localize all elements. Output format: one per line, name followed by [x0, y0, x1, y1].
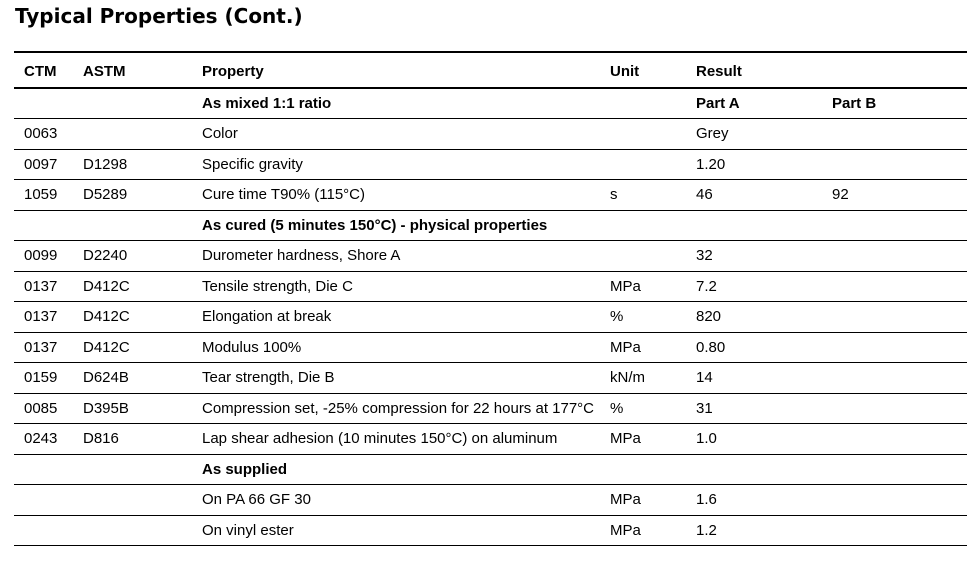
table-body [14, 88, 967, 546]
table-row [14, 424, 967, 455]
cell-ctm [14, 88, 83, 119]
cell-unit [610, 119, 696, 150]
cell-ctm [14, 454, 83, 485]
cell-unit: MPa [610, 521, 641, 539]
table-row [14, 149, 967, 180]
cell-unit [610, 88, 696, 119]
section-row [14, 454, 967, 485]
cell-astm [83, 88, 202, 119]
cell-part-a: 1.6 [696, 491, 717, 509]
cell-part-a: 1.20 [696, 155, 726, 173]
cell-part-b [832, 454, 967, 485]
cell-unit: MPa [610, 491, 641, 509]
cell-astm [83, 119, 202, 150]
cell-part-a: 46 [696, 186, 713, 204]
cell-property: Compression set, -25% compression for 22 hours at 177°C [202, 399, 595, 417]
cell-unit: MPa [610, 430, 641, 448]
table-row [14, 393, 967, 424]
cell-ctm: 0137 [24, 308, 58, 326]
page-title: Typical Properties (Cont.) [15, 4, 303, 28]
cell-part-b: 92 [832, 186, 849, 204]
cell-property: Lap shear adhesion (10 minutes 150°C) on aluminum [202, 430, 558, 448]
cell-part-b [832, 119, 967, 150]
cell-astm: D395B [83, 399, 129, 417]
cell-ctm: 1059 [24, 186, 58, 204]
cell-part-a: Part A [696, 95, 740, 112]
cell-unit [610, 241, 696, 272]
cell-property: Durometer hardness, Shore A [202, 247, 401, 265]
table-row [14, 271, 967, 302]
cell-astm: D412C [83, 338, 130, 356]
cell-property: Color [202, 125, 238, 143]
cell-astm: D816 [83, 430, 119, 448]
cell-astm: D412C [83, 308, 130, 326]
cell-property: As cured (5 minutes 150°C) - physical properties [202, 216, 548, 234]
cell-unit: % [610, 308, 624, 326]
cell-part-a: 31 [696, 399, 713, 417]
cell-ctm [14, 485, 83, 516]
cell-unit: % [610, 399, 624, 417]
cell-unit [610, 210, 696, 241]
cell-property: On vinyl ester [202, 521, 294, 539]
table-header-row [14, 52, 967, 88]
cell-property: Tear strength, Die B [202, 369, 335, 387]
cell-part-a: 32 [696, 247, 713, 265]
cell-unit [610, 454, 696, 485]
cell-part-b [832, 515, 967, 546]
header-astm: ASTM [83, 52, 202, 88]
cell-astm: D5289 [83, 186, 128, 204]
cell-property: As supplied [202, 460, 288, 478]
cell-ctm: 0097 [24, 155, 58, 173]
cell-astm: D412C [83, 277, 130, 295]
header-result-b [832, 52, 967, 88]
cell-astm [83, 210, 202, 241]
section-row [14, 88, 967, 119]
cell-unit [610, 149, 696, 180]
table-row [14, 180, 967, 211]
cell-unit: kN/m [610, 369, 645, 387]
cell-property: Elongation at break [202, 308, 332, 326]
header-unit: Unit [610, 52, 696, 88]
cell-part-a: 1.0 [696, 430, 717, 448]
cell-unit: MPa [610, 338, 641, 356]
cell-part-a: 14 [696, 369, 713, 387]
cell-ctm: 0085 [24, 399, 58, 417]
cell-part-b [832, 485, 967, 516]
cell-part-b [832, 271, 967, 302]
table-row [14, 515, 967, 546]
section-row [14, 210, 967, 241]
cell-ctm: 0063 [24, 125, 58, 143]
cell-part-a [696, 210, 832, 241]
cell-part-a: 0.80 [696, 338, 726, 356]
cell-part-b [832, 241, 967, 272]
header-property: Property [202, 52, 610, 88]
table-row [14, 332, 967, 363]
table-row [14, 485, 967, 516]
cell-property: Modulus 100% [202, 338, 302, 356]
cell-ctm: 0243 [24, 430, 58, 448]
cell-ctm: 0137 [24, 338, 58, 356]
cell-property: On PA 66 GF 30 [202, 491, 311, 509]
cell-property: Cure time T90% (115°C) [202, 186, 366, 204]
cell-part-a: 1.2 [696, 521, 717, 539]
cell-part-a: 7.2 [696, 277, 717, 295]
table-row [14, 302, 967, 333]
cell-ctm: 0099 [24, 247, 58, 265]
cell-unit: s [610, 186, 618, 204]
cell-part-b [832, 424, 967, 455]
cell-part-a [696, 454, 832, 485]
cell-part-b [832, 210, 967, 241]
cell-property: Specific gravity [202, 155, 303, 173]
cell-astm [83, 454, 202, 485]
cell-property: As mixed 1:1 ratio [202, 95, 332, 112]
cell-part-b [832, 363, 967, 394]
table-row [14, 119, 967, 150]
cell-ctm [14, 515, 83, 546]
cell-astm: D1298 [83, 155, 128, 173]
header-result: Result [696, 52, 832, 88]
cell-part-b: Part B [832, 95, 877, 112]
cell-ctm [14, 210, 83, 241]
cell-astm: D2240 [83, 247, 128, 265]
cell-unit: MPa [610, 277, 641, 295]
cell-part-b [832, 393, 967, 424]
header-ctm: CTM [14, 52, 83, 88]
table-row [14, 363, 967, 394]
cell-property: Tensile strength, Die C [202, 277, 353, 295]
table-row [14, 241, 967, 272]
cell-part-b [832, 149, 967, 180]
cell-astm [83, 485, 202, 516]
cell-ctm: 0159 [24, 369, 58, 387]
cell-part-a: 820 [696, 308, 722, 326]
cell-ctm: 0137 [24, 277, 58, 295]
cell-astm: D624B [83, 369, 129, 387]
cell-part-b [832, 332, 967, 363]
typical-properties-table [14, 51, 967, 546]
cell-astm [83, 515, 202, 546]
cell-part-b [832, 302, 967, 333]
cell-part-a: Grey [696, 125, 729, 143]
